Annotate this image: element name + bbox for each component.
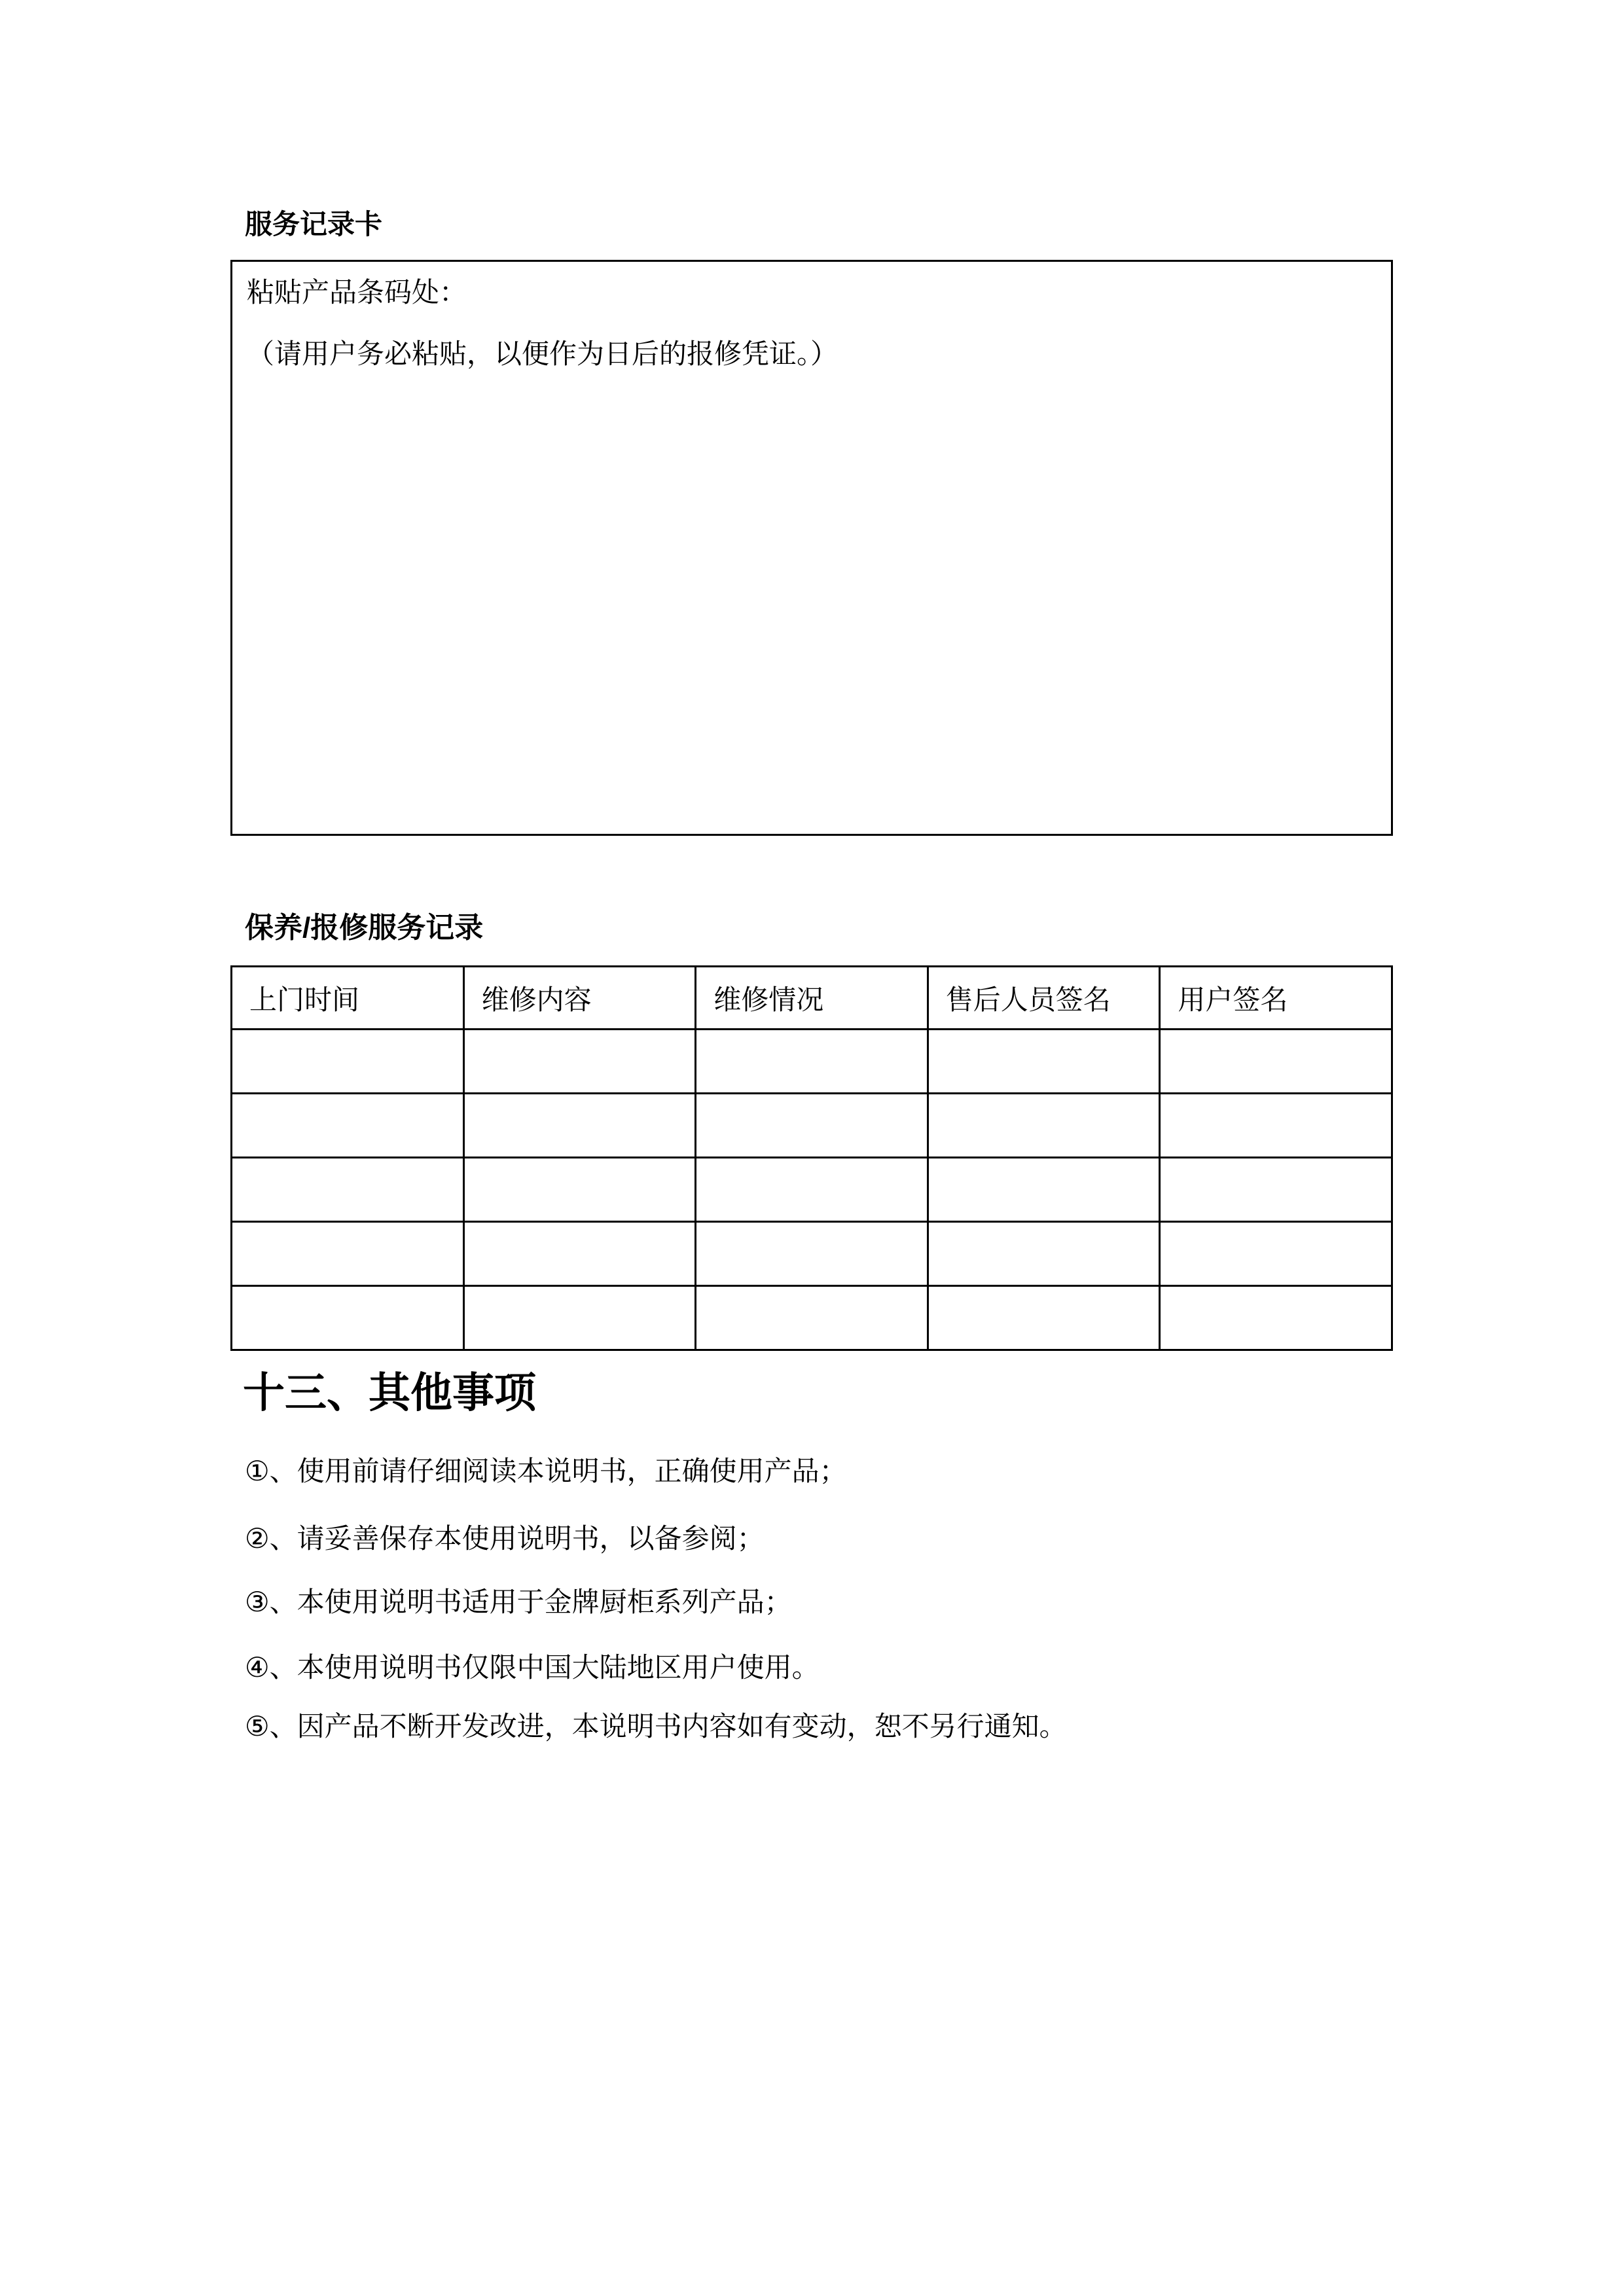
table-cell [463, 1030, 696, 1094]
maintenance-record-table [230, 965, 1393, 1351]
table-cell [463, 1286, 696, 1350]
column-header-repair-status: 维修情况 [696, 967, 928, 1030]
notice-item-4: ④、本使用说明书仅限中国大陆地区用户使用。 [245, 1652, 820, 1683]
table-row [232, 1030, 1392, 1094]
other-matters-heading: 十三、其他事项 [243, 1369, 536, 1416]
table-row [232, 1094, 1392, 1158]
barcode-paste-box [230, 260, 1393, 836]
service-card-title: 服务记录卡 [245, 209, 383, 240]
table-cell [463, 1158, 696, 1222]
table-cell [928, 1286, 1160, 1350]
notice-item-2: ②、请妥善保存本使用说明书，以备参阅； [245, 1523, 765, 1554]
table-cell [1160, 1158, 1392, 1222]
table-row [232, 1222, 1392, 1286]
table-cell [696, 1030, 928, 1094]
maintenance-record-heading: 保养/报修服务记录 [245, 912, 484, 944]
table-cell [696, 1158, 928, 1222]
barcode-box-label: 粘贴产品条码处： [247, 277, 467, 308]
notice-item-1: ①、使用前请仔细阅读本说明书，正确使用产品； [245, 1456, 847, 1486]
table-cell [232, 1094, 464, 1158]
table-cell [463, 1094, 696, 1158]
notice-item-3: ③、本使用说明书适用于金牌厨柜系列产品； [245, 1587, 792, 1617]
table-row [232, 1158, 1392, 1222]
table-cell [232, 1286, 464, 1350]
column-header-repair-content: 维修内容 [463, 967, 696, 1030]
notice-item-5: ⑤、因产品不断开发改进，本说明书内容如有变动，恕不另行通知。 [245, 1711, 1067, 1742]
barcode-box-note: （请用户务必粘贴，以便作为日后的报修凭证。） [247, 338, 839, 369]
column-header-user-signature: 用户签名 [1160, 967, 1392, 1030]
table-cell [928, 1030, 1160, 1094]
table-cell [463, 1222, 696, 1286]
table-cell [232, 1222, 464, 1286]
table-header-row [232, 967, 1392, 1030]
table-cell [1160, 1286, 1392, 1350]
table-cell [1160, 1222, 1392, 1286]
column-header-visit-time: 上门时间 [232, 967, 464, 1030]
table-row [232, 1286, 1392, 1350]
table-cell [696, 1286, 928, 1350]
table-cell [928, 1094, 1160, 1158]
table-cell [232, 1158, 464, 1222]
column-header-service-staff-signature: 售后人员签名 [928, 967, 1160, 1030]
table-cell [696, 1222, 928, 1286]
table-cell [232, 1030, 464, 1094]
table-cell [928, 1158, 1160, 1222]
table-cell [696, 1094, 928, 1158]
table-cell [1160, 1094, 1392, 1158]
table-cell [1160, 1030, 1392, 1094]
table-cell [928, 1222, 1160, 1286]
